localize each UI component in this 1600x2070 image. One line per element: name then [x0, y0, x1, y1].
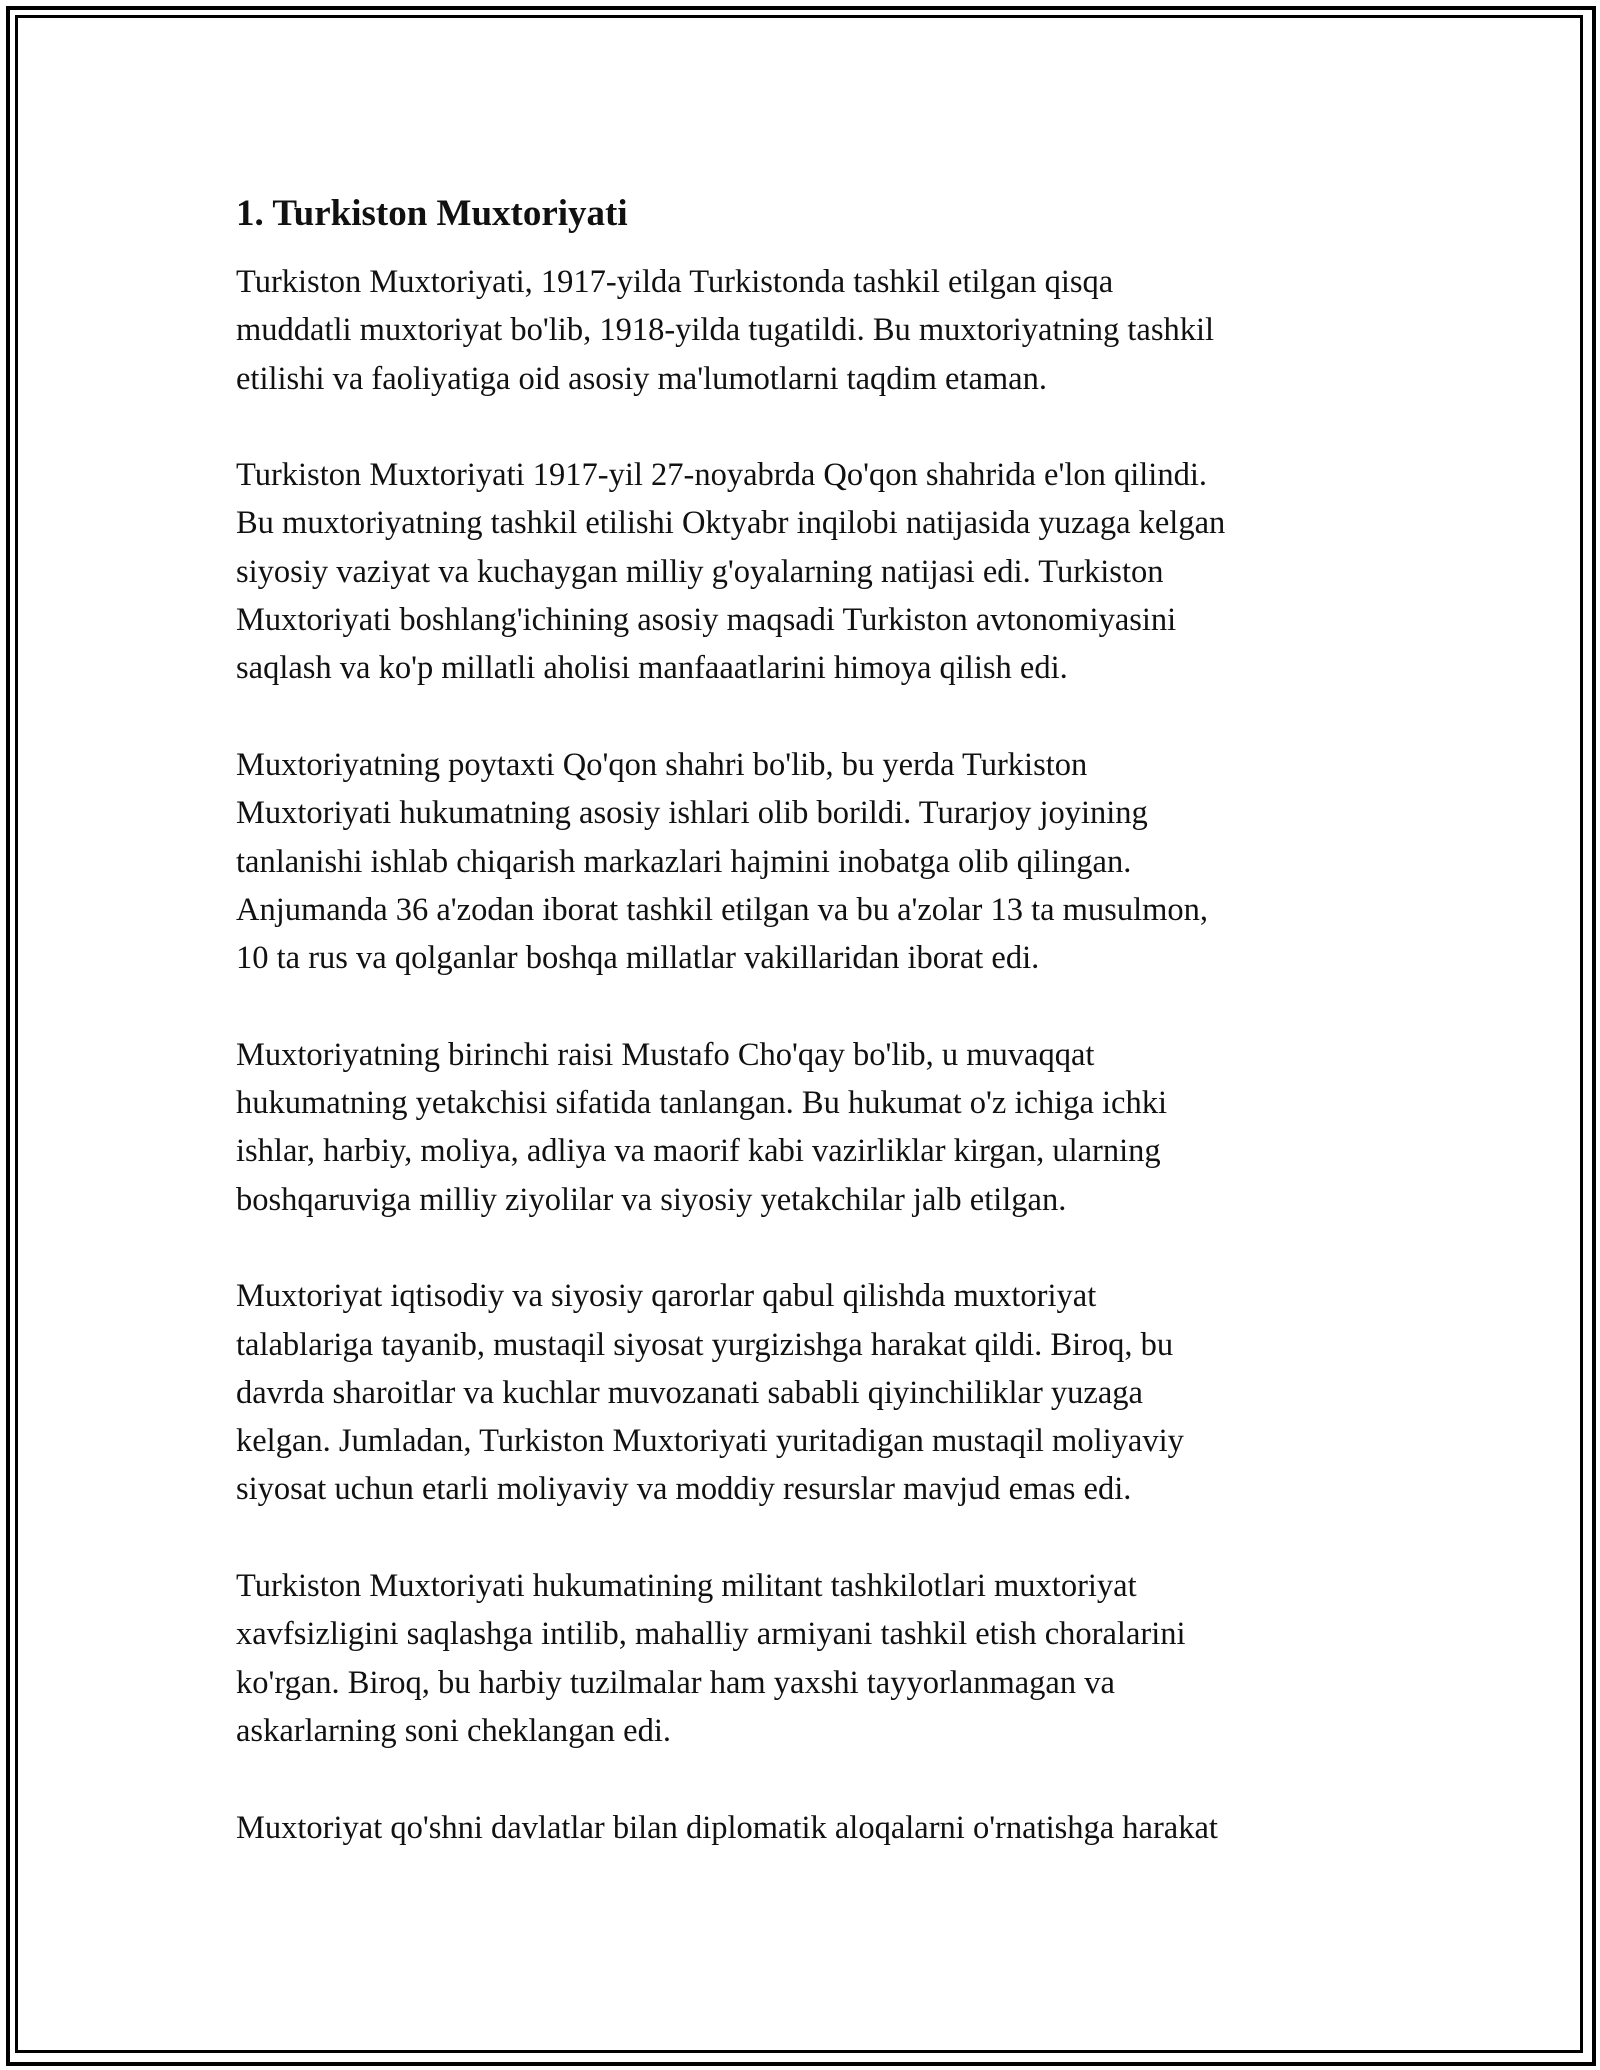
paragraph-5 [236, 1272, 1366, 1513]
text-line: Turkiston Muxtoriyati 1917-yil 27-noyabrda Qo'qon shahrida e'lon qilindi. [236, 457, 1207, 494]
text-line: 10 ta rus va qolganlar boshqa millatlar vakillaridan iborat edi. [236, 940, 1040, 977]
text-line: siyosiy vaziyat va kuchaygan milliy g'oyalarning natijasi edi. Turkiston [236, 553, 1164, 590]
section-heading: 1. Turkiston Muxtoriyati [236, 193, 628, 234]
paragraph-1 [236, 258, 1366, 403]
text-line: tanlanishi ishlab chiqarish markazlari hajmini inobatga olib qilingan. [236, 843, 1132, 880]
text-line: hukumatning yetakchisi sifatida tanlangan. Bu hukumat o'z ichiga ichki [236, 1085, 1167, 1122]
text-line: Muxtoriyat qo'shni davlatlar bilan diplomatik aloqalarni o'rnatishga harakat [236, 1809, 1218, 1846]
paragraph-2 [236, 451, 1366, 692]
text-line: kelgan. Jumladan, Turkiston Muxtoriyati yuritadigan mustaqil moliyaviy [236, 1423, 1184, 1460]
text-line: siyosat uchun etarli moliyaviy va moddiy resurslar mavjud emas edi. [236, 1471, 1132, 1508]
text-line: Turkiston Muxtoriyati, 1917-yilda Turkistonda tashkil etilgan qisqa [236, 264, 1114, 300]
text-line: Anjumanda 36 a'zodan iborat tashkil etilgan va bu a'zolar 13 ta musulmon, [236, 891, 1209, 928]
text-line: etilishi va faoliyatiga oid asosiy ma'lumotlarni taqdim etaman. [236, 360, 1047, 397]
paragraph-7 [236, 1804, 1366, 1852]
text-line: talablariga tayanib, mustaqil siyosat yurgizishga harakat qildi. Biroq, bu [236, 1326, 1174, 1363]
paragraph-4 [236, 1031, 1366, 1224]
text-line: ishlar, harbiy, moliya, adliya va maorif kabi vazirliklar kirgan, ularning [236, 1133, 1161, 1170]
text-line: saqlash va ko'p millatli aholisi manfaaatlarini himoya qilish edi. [236, 650, 1068, 687]
text-line: davrda sharoitlar va kuchlar muvozanati sababli qiyinchiliklar yuzaga [236, 1374, 1143, 1411]
paragraph-3 [236, 741, 1366, 982]
text-line: xavfsizligini saqlashga intilib, mahalliy armiyani tashkil etish choralarini [236, 1616, 1186, 1653]
text-line: Bu muxtoriyatning tashkil etilishi Oktyabr inqilobi natijasida yuzaga kelgan [236, 505, 1226, 542]
paragraph-6 [236, 1562, 1366, 1755]
text-line: Muxtoriyatning poytaxti Qo'qon shahri bo'lib, bu yerda Turkiston [236, 746, 1088, 783]
text-line: ko'rgan. Biroq, bu harbiy tuzilmalar ham yaxshi tayyorlanmagan va [236, 1664, 1115, 1701]
text-line: Muxtoriyati hukumatning asosiy ishlari olib borildi. Turarjoy joyining [236, 795, 1148, 832]
text-line: boshqaruviga milliy ziyolilar va siyosiy yetakchilar jalb etilgan. [236, 1181, 1067, 1218]
text-line: Muxtoriyati boshlang'ichining asosiy maqsadi Turkiston avtonomiyasini [236, 602, 1177, 639]
text-line: Turkiston Muxtoriyati hukumatining militant tashkilotlari muxtoriyat [236, 1568, 1137, 1605]
text-line: Muxtoriyat iqtisodiy va siyosiy qarorlar qabul qilishda muxtoriyat [236, 1278, 1097, 1315]
text-line: askarlarning soni cheklangan edi. [236, 1712, 671, 1749]
document-page [236, 190, 1366, 1900]
text-line: muddatli muxtoriyat bo'lib, 1918-yilda tugatildi. Bu muxtoriyatning tashkil [236, 312, 1215, 349]
text-line: Muxtoriyatning birinchi raisi Mustafo Cho'qay bo'lib, u muvaqqat [236, 1036, 1095, 1073]
